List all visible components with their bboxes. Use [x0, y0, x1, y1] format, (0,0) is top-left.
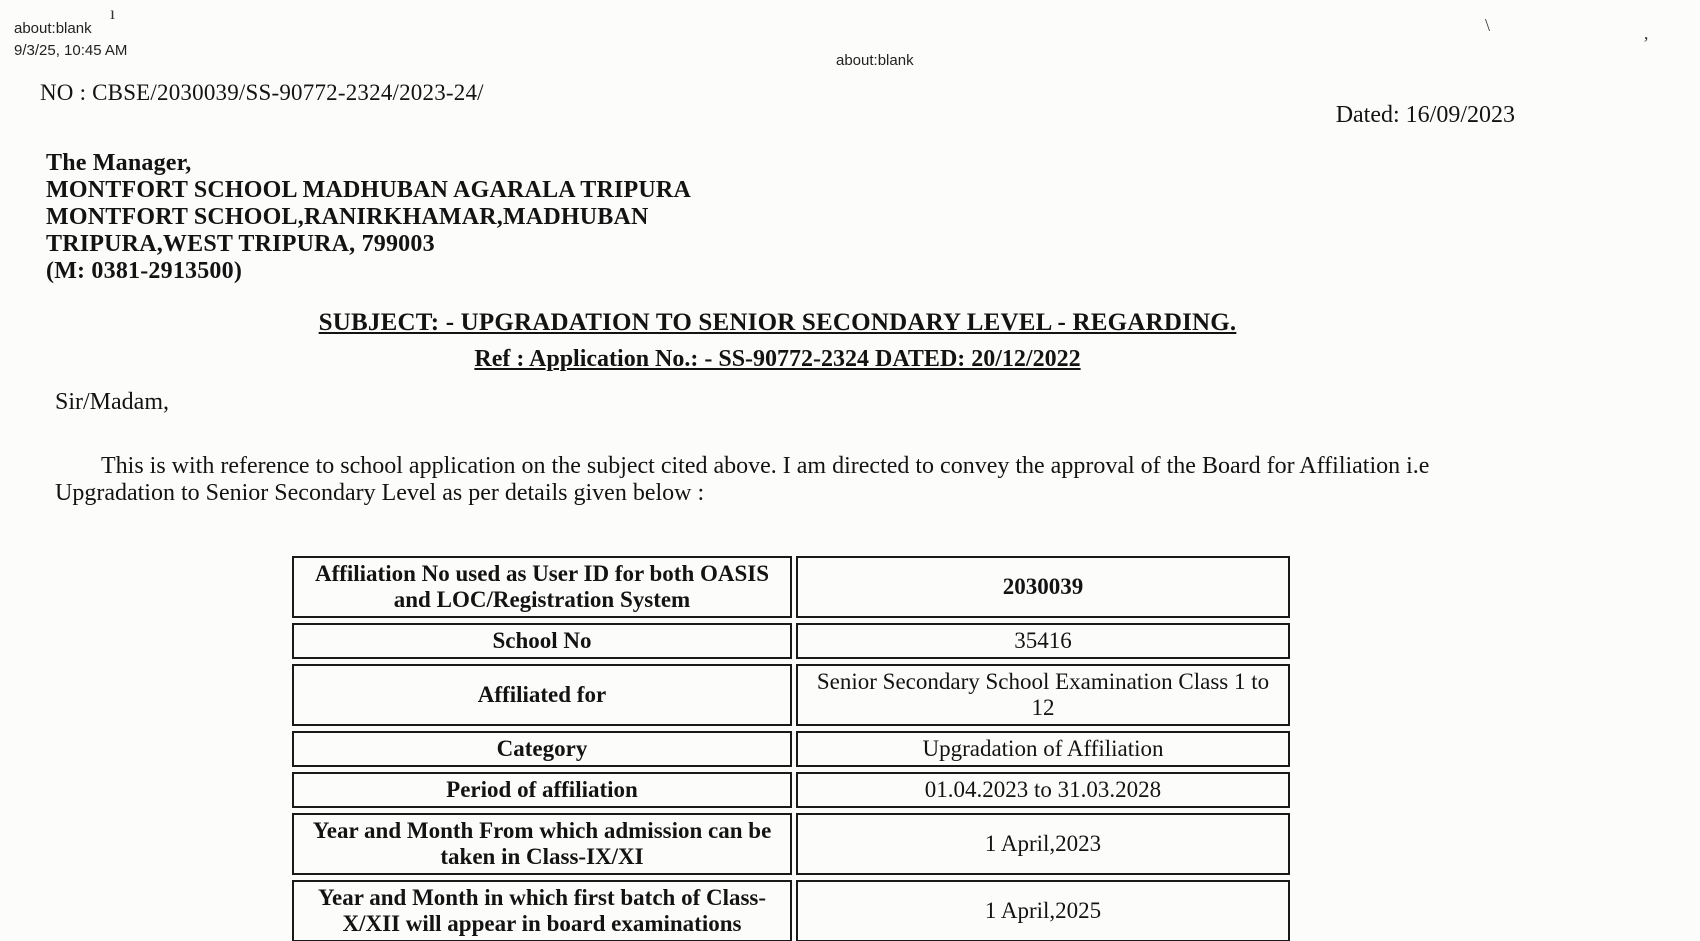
subject-line: SUBJECT: - UPGRADATION TO SENIOR SECONDARY LEVEL - REGARDING. — [318, 309, 1237, 336]
detail-label-cell: Year and Month in which first batch of Class-X/XII will appear in board examinations — [292, 880, 792, 941]
table-row — [292, 772, 1290, 808]
scan-artifact: \ — [1485, 15, 1491, 35]
application-ref-line: Ref : Application No.: - SS-90772-2324 DATED: 20/12/2022 — [474, 345, 1081, 372]
table-row — [292, 623, 1290, 659]
letter-date: Dated: 16/09/2023 — [1335, 102, 1515, 128]
recipient-line: MONTFORT SCHOOL MADHUBAN AGARALA TRIPURA — [46, 177, 691, 203]
table-row — [292, 664, 1290, 726]
detail-value-cell: 01.04.2023 to 31.03.2028 — [796, 772, 1290, 808]
table-row — [292, 813, 1290, 875]
detail-label-cell: Affiliated for — [292, 664, 792, 726]
affiliation-details-table — [288, 551, 1294, 941]
letter-document — [40, 80, 1515, 941]
letter-number: NO : CBSE/2030039/SS-90772-2324/2023-24/ — [40, 80, 484, 105]
recipient-address-block — [46, 150, 1515, 285]
detail-value-cell: Senior Secondary School Examination Class 1 to 12 — [796, 664, 1290, 726]
detail-label-cell: Period of affiliation — [292, 772, 792, 808]
detail-value-cell: 1 April,2025 — [796, 880, 1290, 941]
detail-label-cell: Affiliation No used as User ID for both OASIS and LOC/Registration System — [292, 556, 792, 618]
reference-number-row — [40, 80, 1515, 128]
salutation: Sir/Madam, — [55, 389, 169, 416]
details-table-body — [292, 556, 1290, 941]
detail-label-cell: School No — [292, 623, 792, 659]
body-paragraph: This is with reference to school application on the subject cited above. I am directed to convey the approval of the Board for Affiliation i.e Upgradation to Senior Secondary Level as per details given below : — [55, 452, 1430, 506]
detail-value-cell: 1 April,2023 — [796, 813, 1290, 875]
table-row — [292, 556, 1290, 618]
scan-artifact: ı — [110, 3, 116, 23]
recipient-line: (M: 0381-2913500) — [46, 258, 243, 284]
recipient-line: TRIPURA,WEST TRIPURA, 799003 — [46, 231, 435, 257]
print-header-left — [14, 18, 127, 62]
detail-value-cell: 35416 — [796, 623, 1290, 659]
detail-label-cell: Year and Month From which admission can be taken in Class-IX/XI — [292, 813, 792, 875]
print-header-timestamp: 9/3/25, 10:45 AM — [14, 42, 128, 59]
detail-value-cell: Upgradation of Affiliation — [796, 731, 1290, 767]
scan-artifact: ’ — [1643, 33, 1649, 53]
detail-label-cell: Category — [292, 731, 792, 767]
print-header-center-url: about:blank — [836, 52, 914, 69]
table-row — [292, 731, 1290, 767]
detail-value-cell: 2030039 — [796, 556, 1290, 618]
recipient-line: MONTFORT SCHOOL,RANIRKHAMAR,MADHUBAN — [46, 204, 649, 230]
print-header-url: about:blank — [14, 20, 92, 37]
recipient-line: The Manager, — [46, 150, 192, 176]
table-row — [292, 880, 1290, 941]
